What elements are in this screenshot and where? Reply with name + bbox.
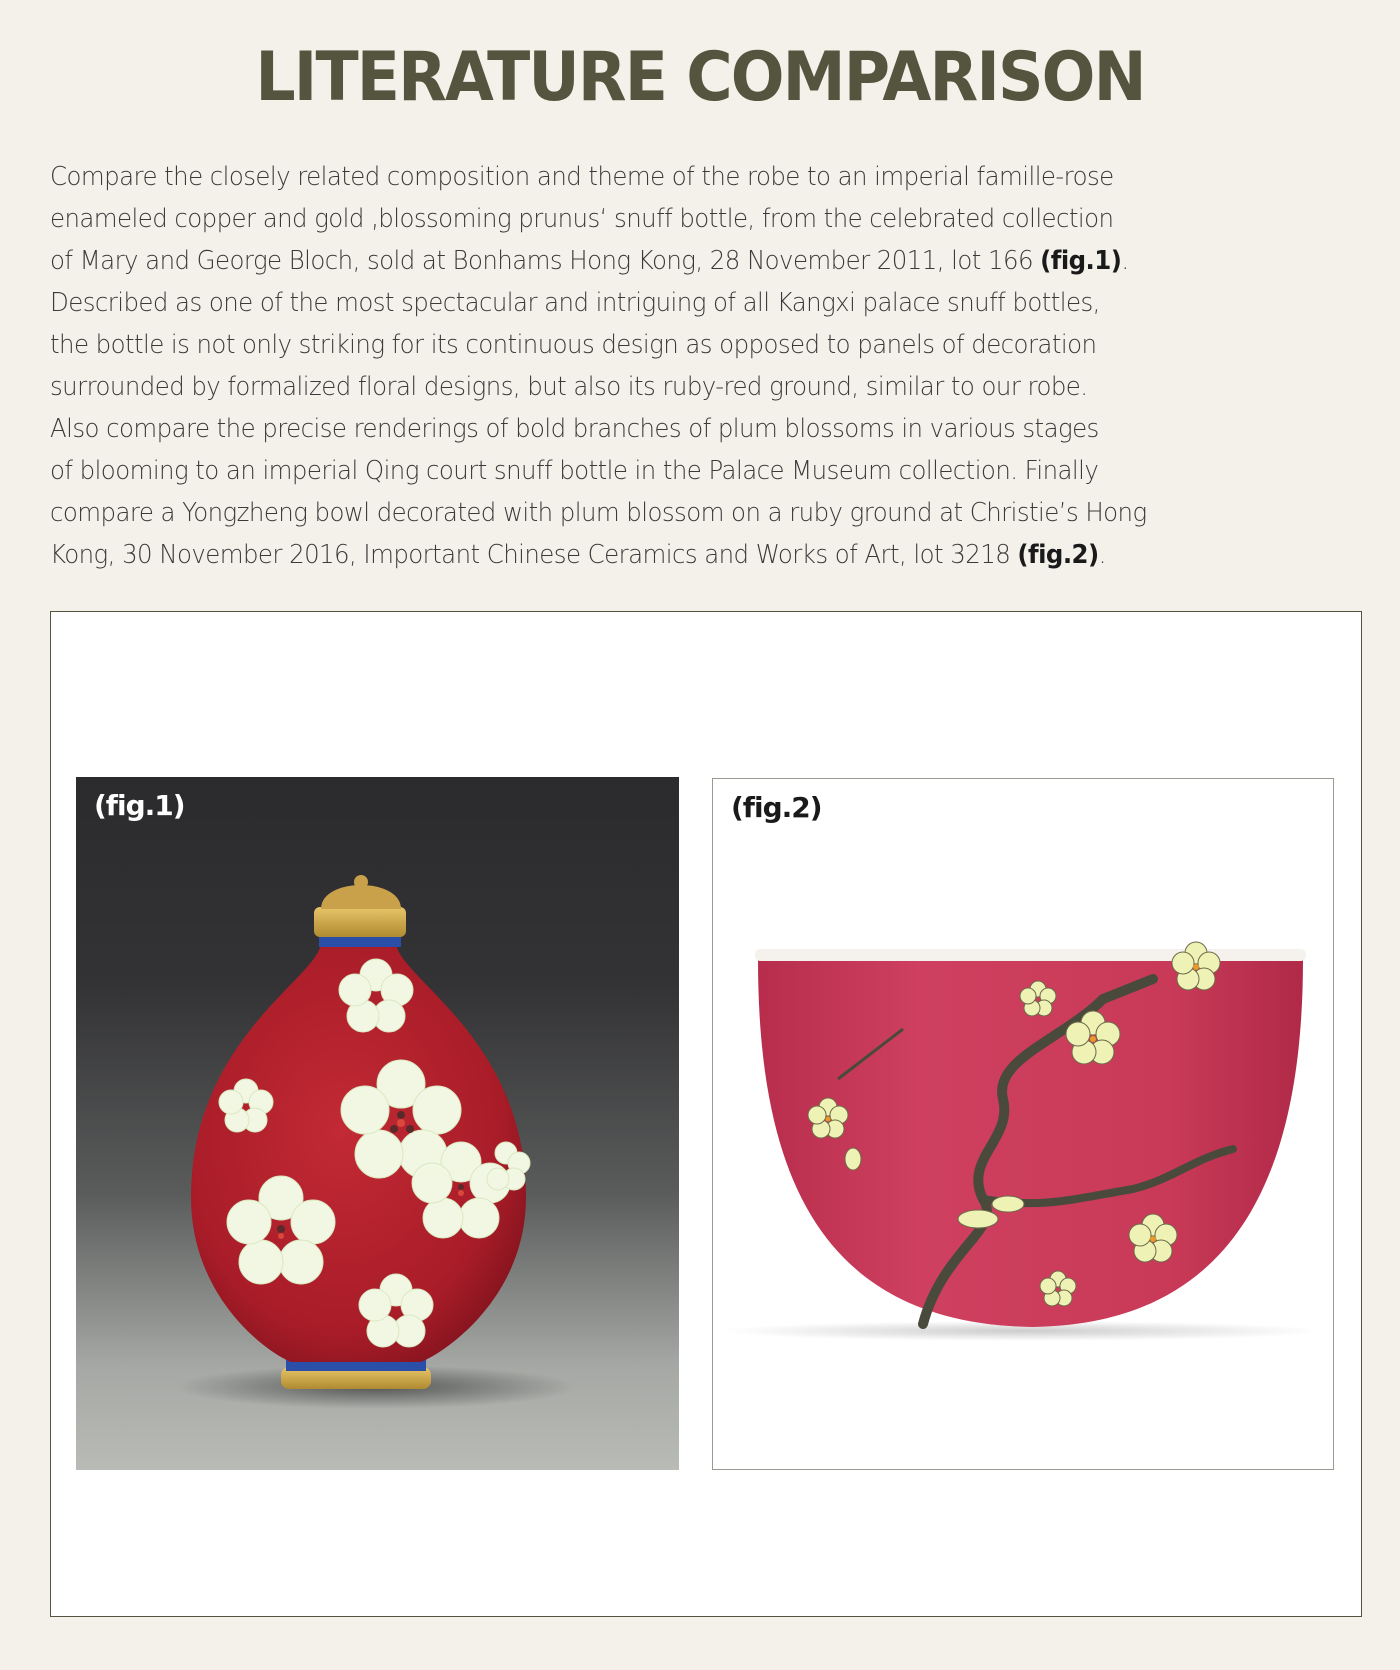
fig1-reference: (fig.1) — [1040, 246, 1122, 276]
text-line: surrounded by formalized floral designs, but also its ruby-red ground, similar to our robe. — [50, 372, 1088, 402]
text-line: the bottle is not only striking for its continuous design as opposed to panels of decoration — [50, 330, 1097, 360]
text-line: of Mary and George Bloch, sold at Bonhams Hong Kong, 28 November 2011, lot 166 (fig.1). — [50, 246, 1129, 276]
text-line: of blooming to an imperial Qing court snuff bottle in the Palace Museum collection. Finally — [50, 456, 1099, 486]
figure-1-label: (fig.1) — [94, 789, 185, 822]
figure-2-bowl-image — [712, 778, 1334, 1470]
text-line: Compare the closely related composition and theme of the robe to an imperial famille-rose — [50, 162, 1114, 192]
text-line: compare a Yongzheng bowl decorated with plum blossom on a ruby ground at Christie’s Hong — [50, 498, 1147, 528]
figure-2-label: (fig.2) — [731, 791, 822, 824]
figure-1-snuff-bottle-image — [76, 777, 679, 1470]
text-line: Described as one of the most spectacular and intriguing of all Kangxi palace snuff bottles, — [50, 288, 1100, 318]
description-paragraph — [50, 156, 1380, 576]
fig2-reference: (fig.2) — [1017, 540, 1099, 570]
bowl-illustration — [713, 779, 1333, 1469]
text-line: Kong, 30 November 2016, Important Chinese Ceramics and Works of Art, lot 3218 (fig.2). — [50, 540, 1106, 570]
text-line: Also compare the precise renderings of bold branches of plum blossoms in various stages — [50, 414, 1099, 444]
snuff-bottle-illustration — [76, 777, 679, 1470]
text-line: enameled copper and gold ‚blossoming prunus‘ snuff bottle, from the celebrated collection — [50, 204, 1114, 234]
page-title: LITERATURE COMPARISON — [255, 38, 1145, 117]
